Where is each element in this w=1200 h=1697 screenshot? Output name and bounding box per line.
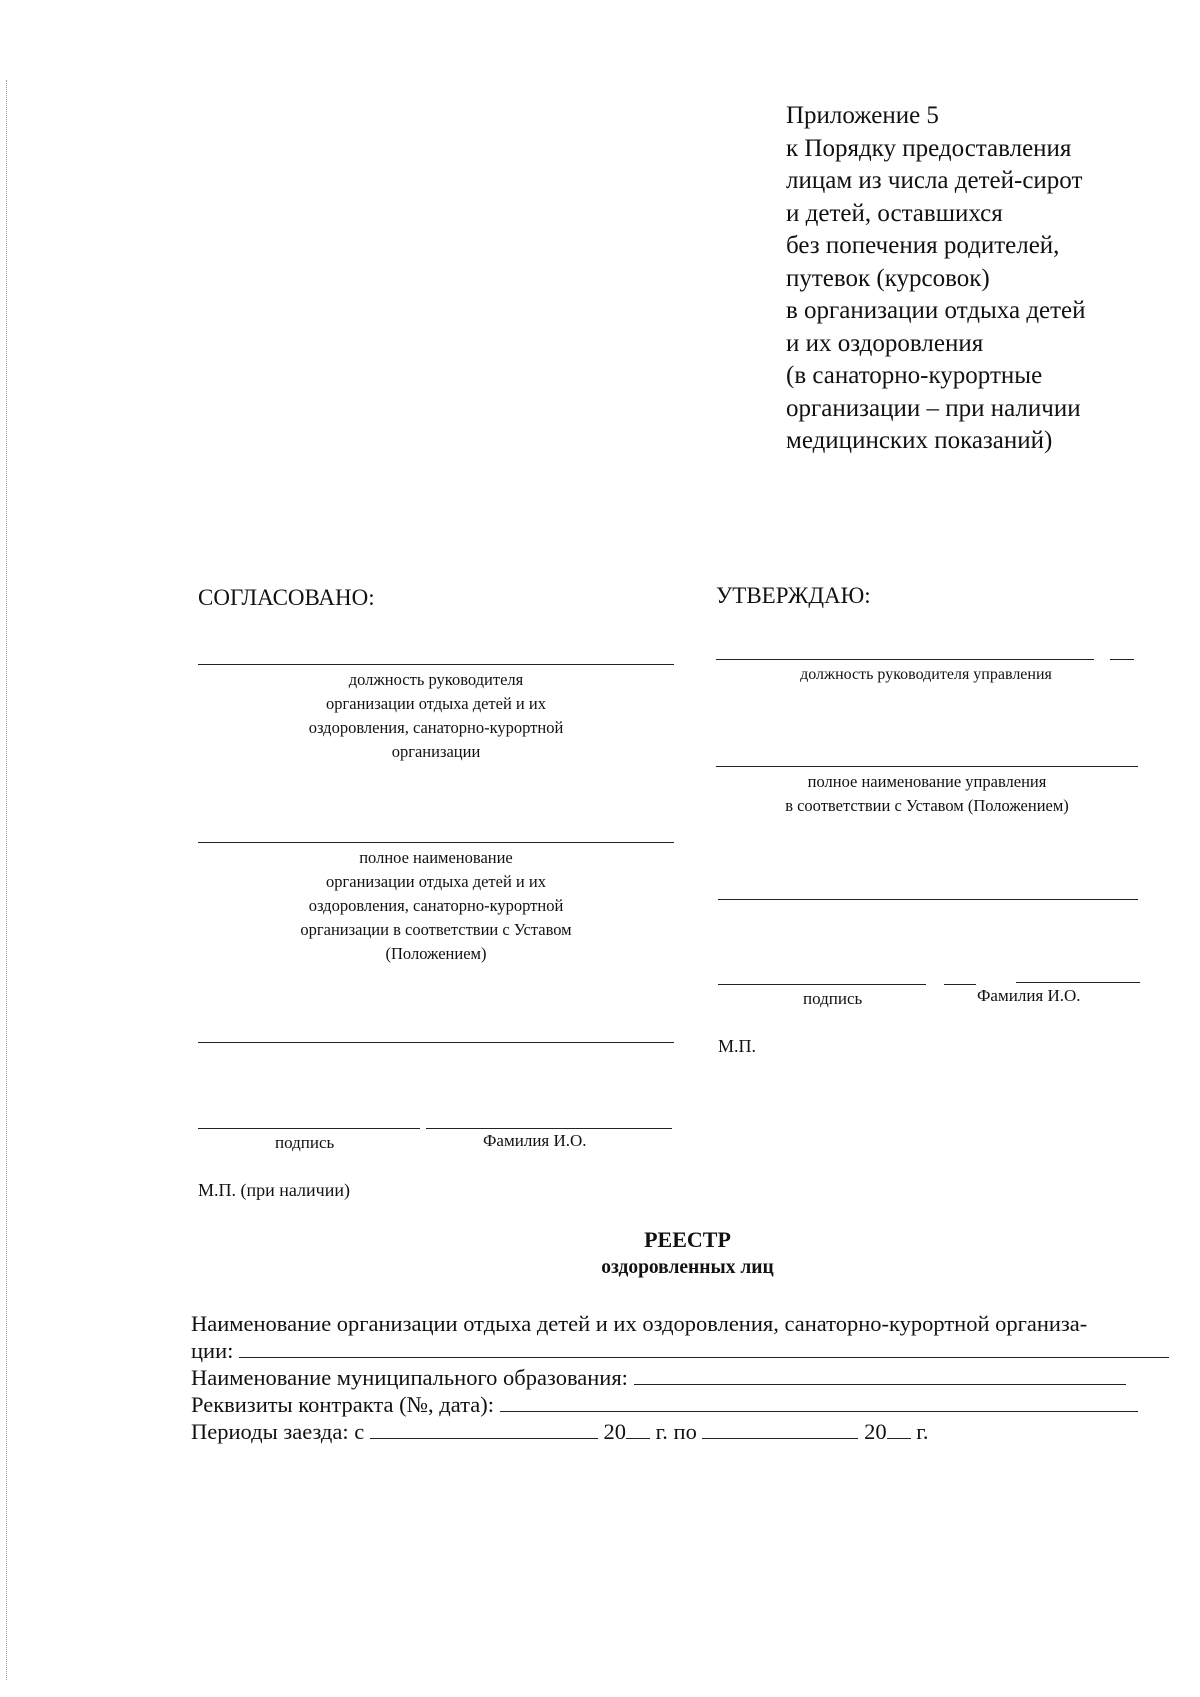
year-prefix-to: 20 [864, 1419, 887, 1444]
registry-fields [191, 1310, 1176, 1445]
appendix-line: и их оздоровления [786, 329, 984, 357]
appendix-line: медицинских показаний) [786, 427, 1053, 454]
appendix-note [786, 100, 1186, 458]
org-name-cont-row [191, 1337, 1176, 1364]
approved-position-line-tail [1110, 659, 1134, 660]
approved-name-line-left [944, 984, 976, 985]
agreed-position-caption: должность руководителя организации отдыха детей и их оздоровления, санаторно-курортной организации [308, 670, 564, 761]
period-to-field[interactable] [702, 1420, 858, 1439]
approved-extra-line[interactable] [718, 899, 1138, 900]
approval-approved-header: УТВЕРЖДАЮ: [716, 583, 871, 608]
contract-row [191, 1391, 1176, 1418]
agreed-org-line[interactable] [198, 842, 674, 843]
org-name-row [191, 1310, 1176, 1337]
scan-edge-marks [6, 80, 13, 1680]
registry-title: РЕЕСТР [644, 1227, 731, 1252]
approved-name-label: Фамилия И.О. [977, 986, 1081, 1005]
period-to-label: г. по [655, 1419, 697, 1444]
agreed-name-line[interactable] [426, 1128, 672, 1129]
contract-label: Реквизиты контракта (№, дата): [191, 1392, 494, 1417]
approved-stamp-label: М.П. [718, 1036, 757, 1056]
agreed-name-label: Фамилия И.О. [483, 1131, 587, 1150]
municipality-field[interactable] [634, 1366, 1126, 1385]
approved-signature-label: подпись [803, 989, 863, 1008]
agreed-stamp-label: М.П. (при наличии) [198, 1180, 350, 1200]
year-from-field[interactable] [626, 1420, 650, 1439]
year-prefix-from: 20 [603, 1419, 626, 1444]
period-row [191, 1418, 1176, 1445]
appendix-line: путевок (курсовок) [786, 264, 990, 292]
approval-agreed-header: СОГЛАСОВАНО: [198, 585, 375, 610]
appendix-line: в организации отдыха детей [786, 297, 1086, 324]
municipality-row [191, 1364, 1176, 1391]
approved-dept-caption: полное наименование управления в соответствии с Уставом (Положением) [785, 772, 1069, 815]
appendix-line: и детей, оставшихся [786, 199, 1003, 227]
registry-subtitle: оздоровленных лиц [601, 1257, 774, 1278]
agreed-signature-line[interactable] [198, 1128, 420, 1129]
appendix-line: лицам из числа детей-сирот [786, 167, 1083, 194]
agreed-signature-label: подпись [275, 1133, 335, 1152]
appendix-line: без попечения родителей, [786, 232, 1060, 259]
appendix-line: Приложение 5 [786, 102, 939, 129]
year-to-field[interactable] [887, 1420, 911, 1439]
approved-signature-line[interactable] [718, 984, 926, 985]
appendix-line: к Порядку предоставления [786, 134, 1072, 162]
agreed-org-caption: полное наименование организации отдыха детей и их оздоровления, санаторно-курортной организации в соответствии с Уставом (Положением) [300, 848, 572, 963]
agreed-position-line[interactable] [198, 664, 674, 665]
contract-field[interactable] [500, 1393, 1138, 1412]
approved-dept-line[interactable] [716, 766, 1138, 767]
approved-name-line[interactable] [1016, 982, 1140, 983]
org-name-label: Наименование организации отдыха детей и их оздоровления, санаторно-курортной организа- [191, 1311, 1088, 1336]
agreed-extra-line[interactable] [198, 1042, 674, 1043]
approved-position-caption: должность руководителя управления [800, 666, 1052, 683]
approved-position-line[interactable] [716, 659, 1094, 660]
period-from-field[interactable] [370, 1420, 598, 1439]
period-end-label: г. [916, 1419, 929, 1444]
org-name-cont-label: ции: [191, 1338, 234, 1363]
municipality-label: Наименование муниципального образования: [191, 1365, 628, 1390]
period-label: Периоды заезда: с [191, 1419, 365, 1444]
org-name-field[interactable] [239, 1339, 1169, 1358]
appendix-line: (в санаторно-курортные [786, 362, 1043, 389]
appendix-line: организации – при наличии [786, 394, 1081, 422]
